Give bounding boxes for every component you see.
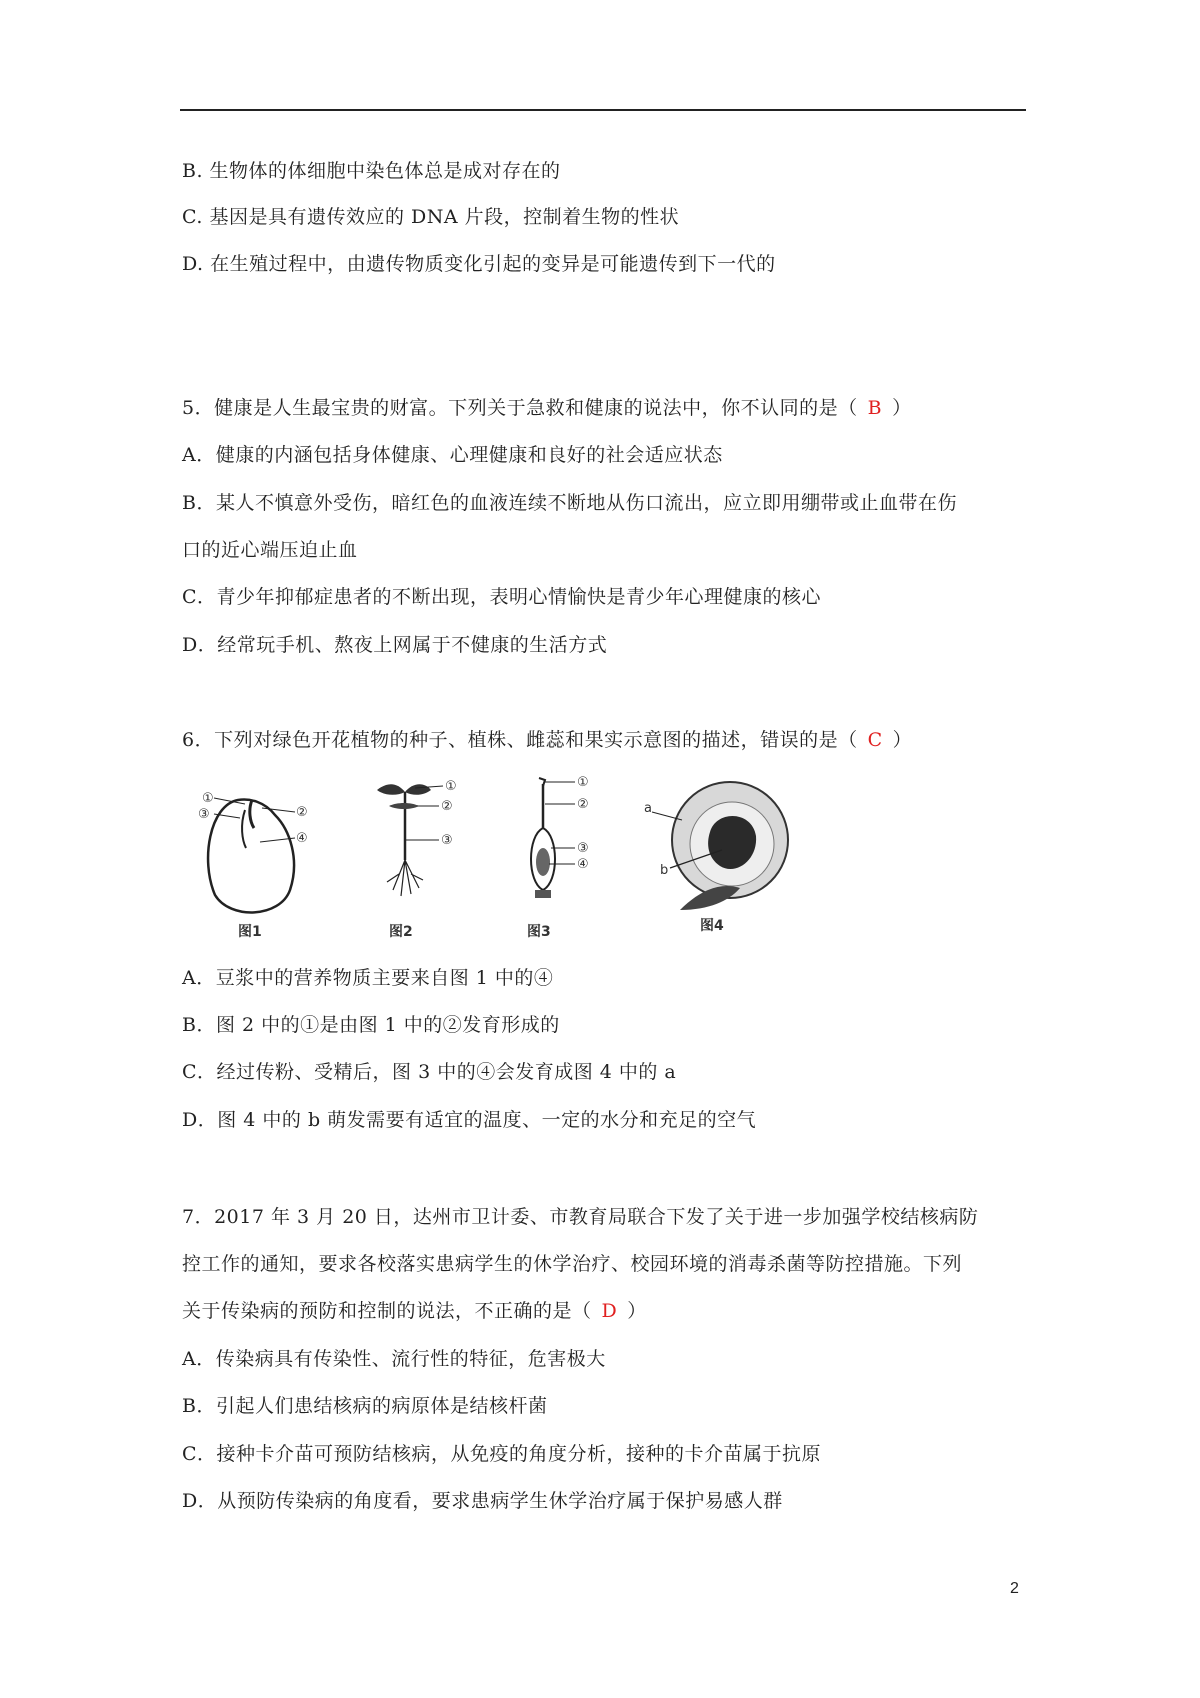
fig1-mark-3: ③ xyxy=(198,807,210,822)
q4-option-c: C. 基因是具有遗传效应的 DNA 片段，控制着生物的性状 xyxy=(182,206,680,228)
figure-2-seedling xyxy=(355,770,475,940)
fig3-mark-3: ③ xyxy=(577,841,589,856)
q5-answer: B xyxy=(867,397,883,419)
q7-answer: D xyxy=(601,1300,618,1322)
fig4-label-b: b xyxy=(660,863,669,878)
q5-option-c: C．青少年抑郁症患者的不断出现，表明心情愉快是青少年心理健康的核心 xyxy=(182,586,822,608)
fig2-mark-1: ① xyxy=(445,779,457,794)
q6-answer: C xyxy=(867,729,883,751)
fig3-mark-2: ② xyxy=(577,797,589,812)
q5-stem-text: 5．健康是人生最宝贵的财富。下列关于急救和健康的说法中，你不认同的是（ xyxy=(182,397,858,419)
fig1-mark-1: ① xyxy=(202,791,214,806)
fig4-caption: 图4 xyxy=(700,918,724,934)
header-rule xyxy=(180,109,1026,111)
q5-option-b-cont: 口的近心端压迫止血 xyxy=(182,539,358,561)
q4-option-d: D. 在生殖过程中，由遗传物质变化引起的变异是可能遗传到下一代的 xyxy=(182,253,776,275)
fig1-mark-4: ④ xyxy=(296,831,308,846)
q6-stem-text: 6．下列对绿色开花植物的种子、植株、雌蕊和果实示意图的描述，错误的是（ xyxy=(182,729,858,751)
q6-option-c: C．经过传粉、受精后，图 3 中的④会发育成图 4 中的 a xyxy=(182,1061,677,1083)
q6-figures xyxy=(190,770,810,940)
fig3-mark-1: ① xyxy=(577,775,589,790)
q5-option-b: B．某人不慎意外受伤，暗红色的血液连续不断地从伤口流出，应立即用绷带或止血带在伤 xyxy=(182,492,957,514)
fig2-mark-3: ③ xyxy=(441,833,453,848)
figure-4-fruit xyxy=(640,770,800,940)
q7-close: ） xyxy=(627,1300,647,1322)
fig1-caption: 图1 xyxy=(238,924,262,940)
q5-close: ） xyxy=(892,397,912,419)
q6-option-a: A．豆浆中的营养物质主要来自图 1 中的④ xyxy=(182,967,554,989)
fig2-mark-2: ② xyxy=(441,799,453,814)
q6-option-b: B．图 2 中的①是由图 1 中的②发育形成的 xyxy=(182,1014,560,1036)
q7-option-c: C．接种卡介苗可预防结核病，从免疫的角度分析，接种的卡介苗属于抗原 xyxy=(182,1443,822,1465)
fig3-mark-4: ④ xyxy=(577,857,589,872)
q5-stem xyxy=(182,395,912,421)
q7-option-d: D．从预防传染病的角度看，要求患病学生休学治疗属于保护易感人群 xyxy=(182,1490,783,1512)
q4-option-b: B. 生物体的体细胞中染色体总是成对存在的 xyxy=(182,160,561,182)
q5-option-a: A．健康的内涵包括身体健康、心理健康和良好的社会适应状态 xyxy=(182,444,723,466)
fig3-caption: 图3 xyxy=(527,924,551,940)
q6-close: ） xyxy=(892,729,913,751)
fig2-caption: 图2 xyxy=(389,924,413,940)
q7-stem-text: 关于传染病的预防和控制的说法，不正确的是（ xyxy=(182,1300,592,1322)
q7-stem-line2: 控工作的通知，要求各校落实患病学生的休学治疗、校园环境的消毒杀菌等防控措施。下列 xyxy=(182,1253,963,1275)
figure-3-pistil xyxy=(505,770,615,940)
page-number: 2 xyxy=(1010,1580,1019,1597)
figure-1-seed xyxy=(190,770,320,940)
fig1-mark-2: ② xyxy=(296,805,308,820)
q7-stem-line1: 7．2017 年 3 月 20 日，达州市卫计委、市教育局联合下发了关于进一步加强学校结核病防 xyxy=(182,1206,979,1228)
fig4-label-a: a xyxy=(644,801,652,816)
q6-stem xyxy=(182,727,912,753)
q7-stem-line3 xyxy=(182,1298,647,1324)
q7-option-b: B．引起人们患结核病的病原体是结核杆菌 xyxy=(182,1395,548,1417)
q6-option-d: D．图 4 中的 b 萌发需要有适宜的温度、一定的水分和充足的空气 xyxy=(182,1109,757,1131)
q5-option-d: D．经常玩手机、熬夜上网属于不健康的生活方式 xyxy=(182,634,608,656)
q7-option-a: A．传染病具有传染性、流行性的特征，危害极大 xyxy=(182,1348,606,1370)
